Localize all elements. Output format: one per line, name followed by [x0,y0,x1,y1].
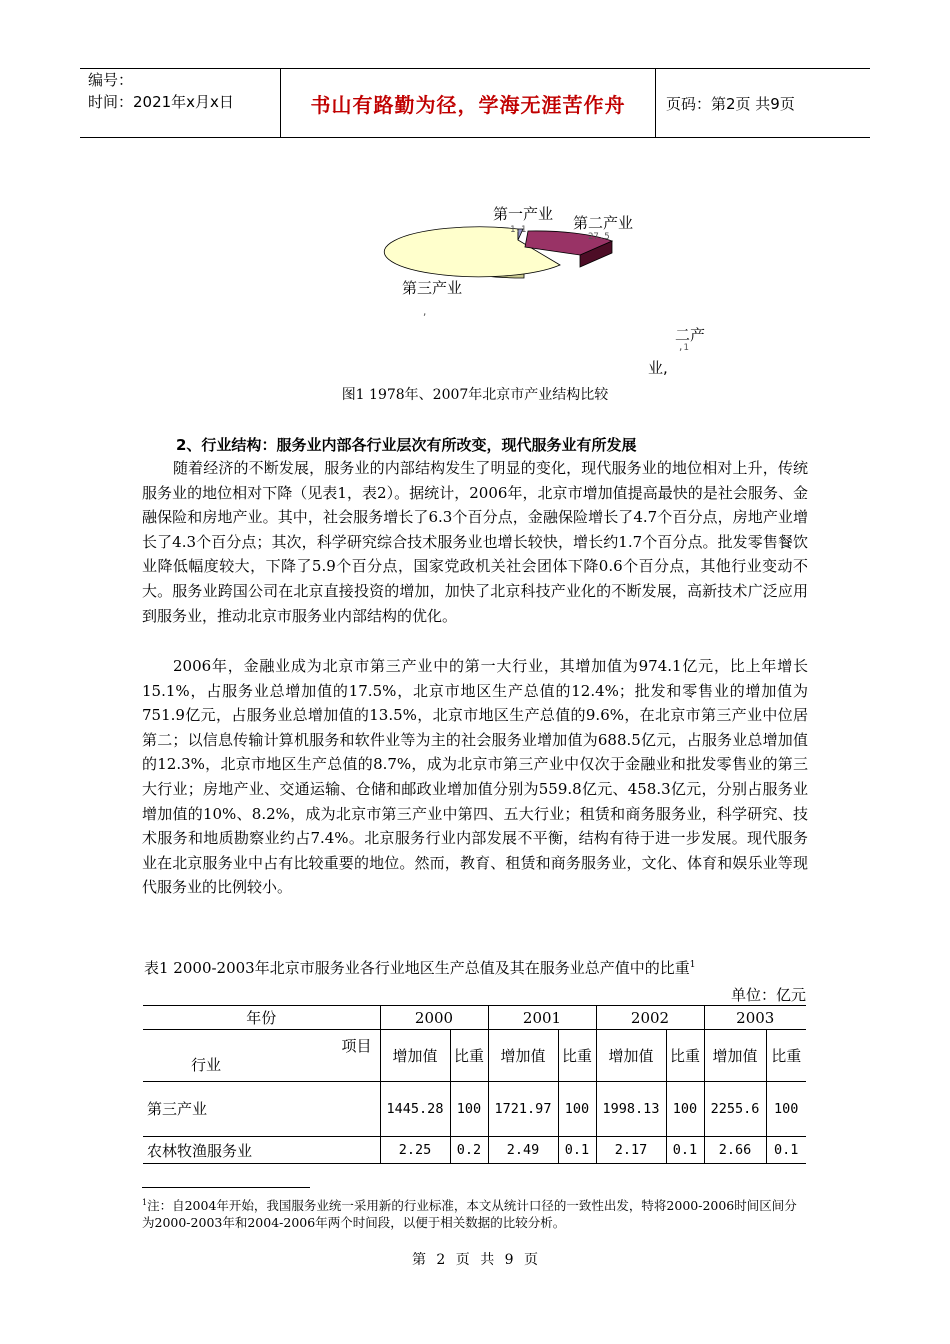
year-header: 2002 [596,1006,704,1030]
table-row [143,1137,806,1164]
pie-value-overflow: ,1 [678,343,689,353]
pie-label-tertiary: 第三产业 [402,279,463,297]
header-page-cell [656,69,870,137]
share-header: 比重 [766,1030,806,1082]
year-header: 2001 [488,1006,596,1030]
table-cell: 0.2 [450,1137,488,1164]
table-cell: 2.17 [596,1137,666,1164]
table-caption-text: 表1 2000-2003年北京市服务业各行业地区生产总值及其在服务业总产值中的比重 [144,959,690,977]
pie-label-primary [493,205,553,223]
section-heading: 2、行业结构：服务业内部各行业层次有所改变，现代服务业有所发展 [176,436,637,454]
corner-industry-label: 行业 [191,1056,222,1074]
pie-label-secondary: 第二产业 [573,214,634,232]
header-page-info: 页码：第2页 共9页 [666,94,795,113]
table-cell: 1721.97 [488,1082,558,1137]
pie-label-overflow-fragment: 业, [648,359,668,377]
row-label: 农林牧渔服务业 [143,1137,380,1164]
row-label: 第三产业 [143,1082,380,1137]
table-cell: 100 [766,1082,806,1137]
table-cell: 100 [558,1082,596,1137]
value-header: 增加值 [380,1030,450,1082]
footnote-ref: 1 [689,960,696,970]
pie-label-primary-text: 第一产业 [493,205,554,223]
table-cell: 2255.6 [704,1082,766,1137]
footnote-text: 注：自2004年开始，我国服务业统一采用新的行业标准，本文从统计口径的一致性出发，特将2000-2006时间区间分为2000-2003年和2004-2006年两个时间段，以便于相关数据的比较分析。 [142,1198,797,1231]
data-table [143,1005,806,1164]
header-motto-cell [281,69,656,137]
value-header: 增加值 [488,1030,558,1082]
footnote-divider [142,1187,310,1188]
pie-value-tertiary: , [422,308,428,318]
table-corner-year: 年份 [143,1006,380,1030]
table-corner-cell [143,1030,380,1082]
table-cell: 1998.13 [596,1082,666,1137]
header-motto: 书山有路勤为径，学海无涯苦作舟 [310,92,626,117]
table-cell: 100 [666,1082,704,1137]
body-paragraph: 2006年，金融业成为北京市第三产业中的第一大行业，其增加值为974.1亿元，比上年增长15.1%，占服务业总增加值的17.5%，北京市地区生产总值的12.4%；批发和零售业的增加值为751.9亿元，占服务业总增加值的13.5%，北京市地区生产总值的9.6%，在北京市第三产业中位居第二；以信息传输计算机服务和软件业等为主的社会服务业增加值为688.5亿元，占服务业总增加值的12.3%，北京市地区生产总值的8.7%，成为北京市第三产业中仅次于金融业和批发零售业的第三大行业；房地产业、交通运输、仓储和邮政业增加值分别为559.8亿元、458.3亿元，分别占服务业增加值的10%、8.2%，成为北京市第三产业中第四、五大行业；租赁和商务服务业，科学研究、技术服务和地质勘察业约占7.4%。北京服务行业内部发展不平衡，结构有待于进一步发展。现代服务业在北京服务业中占有比较重要的地位。然而，教育、租赁和商务服务业，文化、体育和娱乐业等现代服务业的比例较小。 [142,657,808,897]
table-unit: 单位：亿元 [731,986,807,1004]
table-cell: 2.66 [704,1137,766,1164]
body-paragraph: 随着经济的不断发展，服务业的内部结构发生了明显的变化，现代服务业的地位相对上升，传统服务业的地位相对下降（见表1，表2）。据统计，2006年，北京市增加值提高最快的是社会服务、金融保险和房地产业。其中，社会服务增长了6.3个百分点，金融保险增长了4.7个百分点，房地产业增长了4.3个百分点；其次，科学研究综合技术服务业也增长较快，增长约1.7个百分点。批发零售餐饮业降低幅度较大，下降了5.9个百分点，国家党政机关社会团体下降0.6个百分点，其他行业变动不大。服务业跨国公司在北京直接投资的增加，加快了北京科技产业化的不断发展，高新技术广泛应用到服务业，推动北京市服务业内部结构的优化。 [142,459,808,625]
share-header: 比重 [558,1030,596,1082]
figure-caption: 图1 1978年、2007年北京市产业结构比较 [341,387,609,403]
value-header: 增加值 [596,1030,666,1082]
table-cell: 100 [450,1082,488,1137]
pie-value-primary: 1.1 [510,225,527,235]
table-row [143,1082,806,1137]
table-cell: 0.1 [558,1137,596,1164]
year-header: 2003 [704,1006,806,1030]
pie-label-overflow: 二产 [675,326,706,344]
doc-number-label: 编号： [88,71,134,89]
year-header: 2000 [380,1006,488,1030]
share-header: 比重 [450,1030,488,1082]
doc-time-label: 时间：2021年x月x日 [88,93,234,111]
footnote-mark: 1 [142,1198,148,1207]
pie-chart [380,195,730,377]
table-header-years [143,1006,806,1030]
footnote [142,1194,802,1231]
share-header: 比重 [666,1030,704,1082]
table-header-sub [143,1030,806,1082]
pie-value-secondary: 27.5 [588,232,610,242]
table-cell: 0.1 [666,1137,704,1164]
table-cell: 2.25 [380,1137,450,1164]
table-cell: 1445.28 [380,1082,450,1137]
header-meta [80,69,281,137]
page-header [80,68,870,138]
page-footer: 第 2 页 共 9 页 [411,1252,539,1268]
table-cell: 0.1 [766,1137,806,1164]
table-cell: 2.49 [488,1137,558,1164]
table-caption [144,957,695,978]
value-header: 增加值 [704,1030,766,1082]
corner-item-label: 项目 [341,1037,372,1055]
